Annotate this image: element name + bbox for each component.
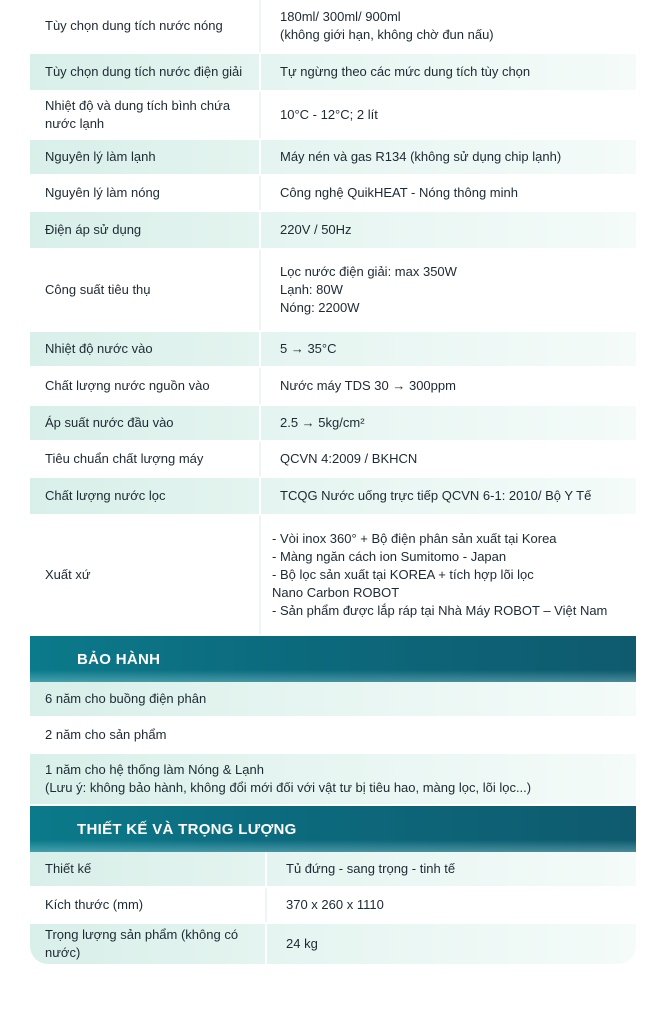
list-item xyxy=(30,718,636,754)
table-row xyxy=(30,0,636,54)
warranty-list xyxy=(30,682,636,806)
spec-value: 10°C - 12°C; 2 lít xyxy=(280,107,378,122)
specs-table xyxy=(30,0,636,636)
spec-label: Tùy chọn dung tích nước nóng xyxy=(45,18,223,33)
spec-label: Chất lượng nước nguồn vào xyxy=(45,378,210,393)
spec-value: 2.5 → 5kg/cm² xyxy=(280,415,365,430)
table-row xyxy=(30,250,636,332)
spec-label: Trọng lượng sản phẩm (không có nước) xyxy=(45,927,239,960)
table-row xyxy=(30,368,636,406)
spec-label: Áp suất nước đầu vào xyxy=(45,415,174,430)
spec-value: Tự ngừng theo các mức dung tích tùy chọn xyxy=(280,64,531,79)
spec-value: Nước máy TDS 30 → 300ppm xyxy=(280,378,456,393)
list-item xyxy=(30,682,636,718)
spec-value: - Vòi inox 360° + Bộ điện phân sản xuất tại Korea - Màng ngăn cách ion Sumitomo - Japan - Bộ lọc sản xuất tại KOREA + tích hợp lõi lọc Nano Carbon ROBOT - Sản phẩm được lắp ráp tại Nhà Máy ROBOT – Việt Nam xyxy=(272,531,608,618)
table-row xyxy=(30,888,636,924)
spec-label: Điện áp sử dụng xyxy=(45,222,142,237)
table-row xyxy=(30,516,636,636)
spec-label: Công suất tiêu thụ xyxy=(45,282,151,297)
warranty-item: 2 năm cho sản phẩm xyxy=(45,727,167,742)
spec-label: Nguyên lý làm lạnh xyxy=(45,149,156,164)
warranty-item: 1 năm cho hệ thống làm Nóng & Lạnh (Lưu ý: không bảo hành, không đổi mới đối với vật tư bị tiêu hao, màng lọc, lõi lọc...) xyxy=(45,762,532,795)
warranty-item: 6 năm cho buồng điện phân xyxy=(45,691,207,706)
spec-value: Tủ đứng - sang trọng - tinh tế xyxy=(286,861,456,876)
spec-value: 5 → 35°C xyxy=(280,341,337,356)
spec-value: Công nghệ QuikHEAT - Nóng thông minh xyxy=(280,185,518,200)
spec-label: Chất lượng nước lọc xyxy=(45,488,166,503)
spec-value: 180ml/ 300ml/ 900ml (không giới hạn, không chờ đun nấu) xyxy=(280,9,494,42)
spec-label: Thiết kế xyxy=(45,861,92,876)
table-row xyxy=(30,212,636,250)
spec-value: TCQG Nước uống trực tiếp QCVN 6-1: 2010/ Bộ Y Tế xyxy=(280,488,592,503)
table-row xyxy=(30,332,636,368)
spec-value: 220V / 50Hz xyxy=(280,222,352,237)
spec-value: Máy nén và gas R134 (không sử dụng chip lạnh) xyxy=(280,149,562,164)
table-row xyxy=(30,442,636,478)
warranty-section-header xyxy=(30,636,636,682)
section-title: THIẾT KẾ VÀ TRỌNG LƯỢNG xyxy=(77,820,297,838)
spec-label: Tùy chọn dung tích nước điện giải xyxy=(45,64,243,79)
spec-value: Lọc nước điện giải: max 350W Lạnh: 80W Nóng: 2200W xyxy=(280,264,457,315)
table-row xyxy=(30,406,636,442)
table-row xyxy=(30,176,636,212)
design-section-header xyxy=(30,806,636,852)
list-item xyxy=(30,754,636,806)
spec-label: Nguyên lý làm nóng xyxy=(45,185,160,200)
spec-label: Kích thước (mm) xyxy=(45,897,144,912)
table-row xyxy=(30,92,636,140)
table-row xyxy=(30,140,636,176)
table-row xyxy=(30,852,636,888)
spec-value: 370 x 260 x 1110 xyxy=(286,897,384,912)
section-title: BẢO HÀNH xyxy=(77,650,161,668)
design-table xyxy=(30,852,636,964)
spec-label: Nhiệt độ nước vào xyxy=(45,341,153,356)
spec-sheet xyxy=(30,0,636,964)
table-row xyxy=(30,924,636,964)
spec-label: Tiêu chuẩn chất lượng máy xyxy=(45,451,204,466)
spec-value: 24 kg xyxy=(286,936,318,951)
table-row xyxy=(30,478,636,516)
table-row xyxy=(30,54,636,92)
spec-value: QCVN 4:2009 / BKHCN xyxy=(280,451,418,466)
spec-label: Xuất xứ xyxy=(45,567,91,582)
spec-label: Nhiệt độ và dung tích bình chứa nước lạnh xyxy=(45,98,231,131)
